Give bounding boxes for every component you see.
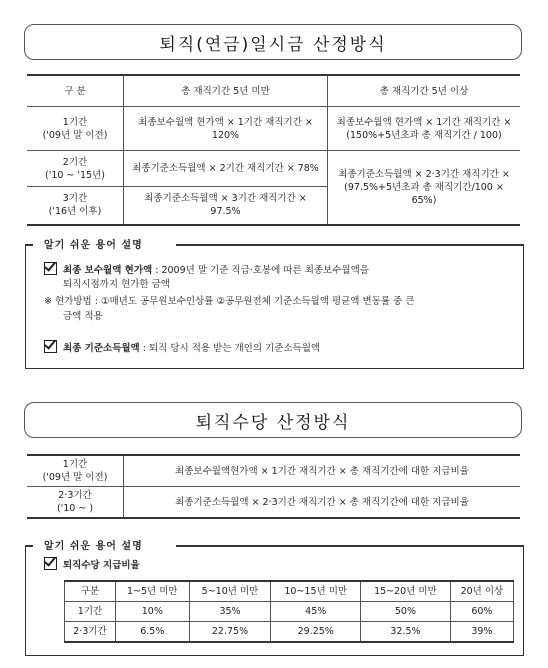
term-name: 최종 보수월액 현가액 <box>63 265 153 276</box>
header-cell: 구분 <box>65 581 116 602</box>
period-cell <box>27 107 124 151</box>
table-header-row <box>65 581 514 602</box>
under5-cell: 최종보수월액 현가액 × 1기간 재직기간 × 120% <box>124 107 328 151</box>
period-name: 2·3기간 <box>58 490 92 501</box>
under5-cell: 최종기준소득월액 × 3기간 재직기간 × 97.5% <box>124 187 328 225</box>
glossary-legend: 알기 쉬운 용어 설명 <box>40 236 147 251</box>
table-cell: 22.75% <box>189 622 271 643</box>
table-cell: 35% <box>189 602 271 622</box>
period-name: 1기간 <box>62 459 88 470</box>
checkbox-icon <box>44 262 57 275</box>
period-cell <box>27 187 124 225</box>
header-cell: 20년 이상 <box>450 581 513 602</box>
section2-title: 퇴직수당 산정방식 <box>24 402 522 438</box>
checkbox-icon <box>44 340 57 353</box>
under5-cell: 최종기준소득월액 × 2기간 재직기간 × 78% <box>124 151 328 187</box>
glossary-term <box>44 557 140 573</box>
period-range: ('10 ~ '15년) <box>45 169 105 181</box>
term-desc: : 2009년 말 기준 직급·호봉에 따른 최종보수월액을 <box>152 265 369 276</box>
term-desc: : 퇴직 당시 적용 받는 개인의 기준소득월액 <box>139 343 321 354</box>
glossary-note: ※ 현가방법 : ①매년도 공무원보수인상률 ②공무원전체 기준소득월액 평균액 변동률 중 큰 <box>44 296 415 307</box>
period-range: ('09년 말 이전) <box>42 129 108 141</box>
formula-cell: 최종기준소득월액 × 2·3기간 재직기간 × 총 재직기간에 대한 지급비율 <box>124 487 521 519</box>
table-cell: 6.5% <box>115 622 189 643</box>
period-cell <box>27 487 124 519</box>
table-cell: 39% <box>450 622 513 643</box>
payment-rate-table <box>64 580 514 643</box>
glossary-term1 <box>44 262 514 278</box>
checkbox-icon <box>44 557 57 570</box>
period-range: ('16년 이후) <box>48 206 102 218</box>
section1-title: 퇴직(연금)일시금 산정방식 <box>24 24 522 60</box>
table-cell: 45% <box>271 602 361 622</box>
lump-sum-table <box>27 74 520 226</box>
table-row <box>27 455 520 487</box>
retirement-allowance-table <box>27 454 520 519</box>
table-cell: 2·3기간 <box>65 622 116 643</box>
header-over5: 총 재직기간 5년 이상 <box>328 75 521 107</box>
period-range: ('10 ~ ) <box>56 503 94 514</box>
table-cell: 1기간 <box>65 602 116 622</box>
header-cell: 10~15년 미만 <box>271 581 361 602</box>
header-category: 구 분 <box>27 75 124 107</box>
table-row <box>27 151 520 187</box>
table-cell: 50% <box>361 602 451 622</box>
table-cell: 60% <box>450 602 513 622</box>
header-cell: 1~5년 미만 <box>115 581 189 602</box>
table-cell: 10% <box>115 602 189 622</box>
table-cell: 32.5% <box>361 622 451 643</box>
table-cell: 29.25% <box>271 622 361 643</box>
glossary-box-1 <box>25 240 524 369</box>
table-row <box>27 107 520 151</box>
table-row <box>65 602 514 622</box>
over5-merged-cell: 최종기준소득월액 × 2·3기간 재직기간 × (97.5%+5년초과 총 재직기간/100 × 65%) <box>328 151 521 225</box>
period-cell <box>27 151 124 187</box>
formula-cell: 최종보수월액현가액 × 1기간 재직기간 × 총 재직기간에 대한 지급비율 <box>124 455 521 487</box>
glossary-legend: 알기 쉬운 용어 설명 <box>40 537 147 552</box>
period-range: ('09년 말 이전) <box>42 472 108 483</box>
glossary-term2 <box>44 340 514 356</box>
over5-cell: 최종보수월액 현가액 × 1기간 재직기간 × (150%+5년초과 총 재직기간 / 100) <box>328 107 521 151</box>
term-desc-cont: 퇴직시점까지 현가한 금액 <box>63 279 170 290</box>
term-name: 퇴직수당 지급비율 <box>63 560 140 571</box>
period-name: 3기간 <box>62 193 88 205</box>
term-name: 최종 기준소득월액 <box>63 343 140 354</box>
period-cell <box>27 455 124 487</box>
table-header-row <box>27 75 520 107</box>
header-cell: 5~10년 미만 <box>189 581 271 602</box>
period-name: 1기간 <box>62 116 88 128</box>
header-under5: 총 재직기간 5년 미만 <box>124 75 328 107</box>
table-row <box>65 622 514 643</box>
period-name: 2기간 <box>62 156 88 168</box>
header-cell: 15~20년 미만 <box>361 581 451 602</box>
table-row <box>27 487 520 519</box>
glossary-note-cont: 금액 적용 <box>63 311 103 322</box>
